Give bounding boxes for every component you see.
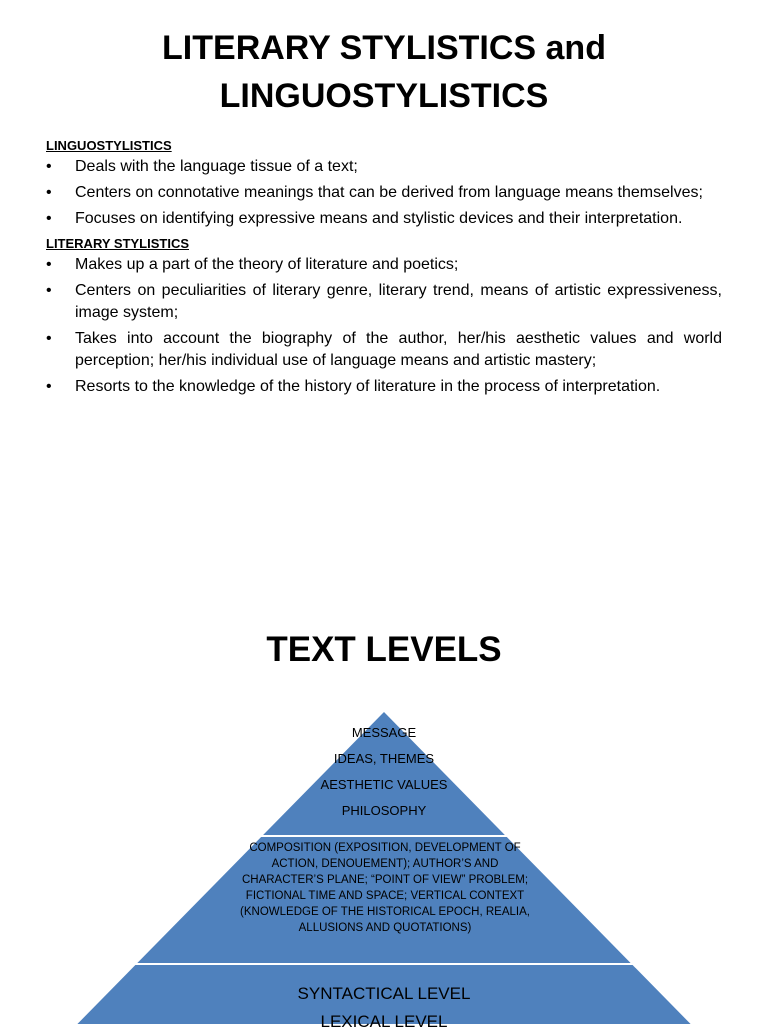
level-label: SYNTACTICAL LEVEL	[297, 984, 471, 1003]
bullet-text: Focuses on identifying expressive means and stylistic devices and their interpretation.	[75, 210, 683, 227]
bullet-text: Resorts to the knowledge of the history of literature in the process of interpretation.	[75, 378, 661, 395]
list-item	[46, 182, 722, 204]
bullet-icon: •	[46, 282, 52, 299]
title-line-2: LINGUOSTYLISTICS	[219, 77, 549, 115]
pyramid-middle-level: COMPOSITION (EXPOSITION, DEVELOPMENT OF ACTION, DENOUEMENT); AUTHOR’S AND CHARACTER’S PLANE; “POINT OF VIEW” PROBLEM; FICTIONAL TIME AND SPACE; VERTICAL CONTEXT (KNOWLEDGE OF THE HISTORICAL EPOCH, REALIA, ALLUSIONS AND QUOTATIONS)	[240, 842, 530, 934]
bullet-text: Takes into account the biography of the author, her/his aesthetic values and world perception; her/his individual use of language means and artistic mastery;	[75, 330, 722, 369]
section-heading-literary-stylistics: LITERARY STYLISTICS	[46, 236, 190, 251]
list-item	[46, 280, 722, 324]
level-label: MESSAGE	[351, 725, 417, 740]
bullet-text: Centers on peculiarities of literary genre, literary trend, means of artistic expressiveness, image system;	[75, 282, 722, 321]
bullet-text: Centers on connotative meanings that can be derived from language means themselves;	[75, 184, 703, 201]
list-item	[46, 156, 722, 178]
bullet-icon: •	[46, 158, 52, 175]
level-label: PHILOSOPHY	[341, 803, 427, 818]
list-item	[46, 328, 722, 372]
level-label: LEXICAL LEVEL	[320, 1012, 448, 1031]
bullet-icon: •	[46, 256, 52, 273]
list-item	[46, 376, 722, 398]
title-line-1: LITERARY STYLISTICS and	[162, 29, 606, 67]
bullet-list-linguostylistics	[46, 156, 722, 230]
slide-content	[46, 136, 722, 402]
bullet-text: Deals with the language tissue of a text;	[75, 158, 358, 175]
pyramid-top-level	[284, 720, 484, 824]
bullet-icon: •	[46, 210, 52, 227]
list-item	[46, 254, 722, 276]
section-heading-linguostylistics: LINGUOSTYLISTICS	[46, 138, 172, 153]
bullet-list-literary-stylistics	[46, 254, 722, 398]
pyramid-bottom-level	[244, 980, 524, 1036]
bullet-icon: •	[46, 330, 52, 347]
bullet-icon: •	[46, 378, 52, 395]
text-levels-title: TEXT LEVELS	[266, 630, 502, 669]
bullet-icon: •	[46, 184, 52, 201]
slide-title	[0, 24, 768, 120]
bullet-text: Makes up a part of the theory of literature and poetics;	[75, 256, 459, 273]
list-item	[46, 208, 722, 230]
level-label: AESTHETIC VALUES	[320, 777, 448, 792]
level-label: IDEAS, THEMES	[333, 751, 435, 766]
